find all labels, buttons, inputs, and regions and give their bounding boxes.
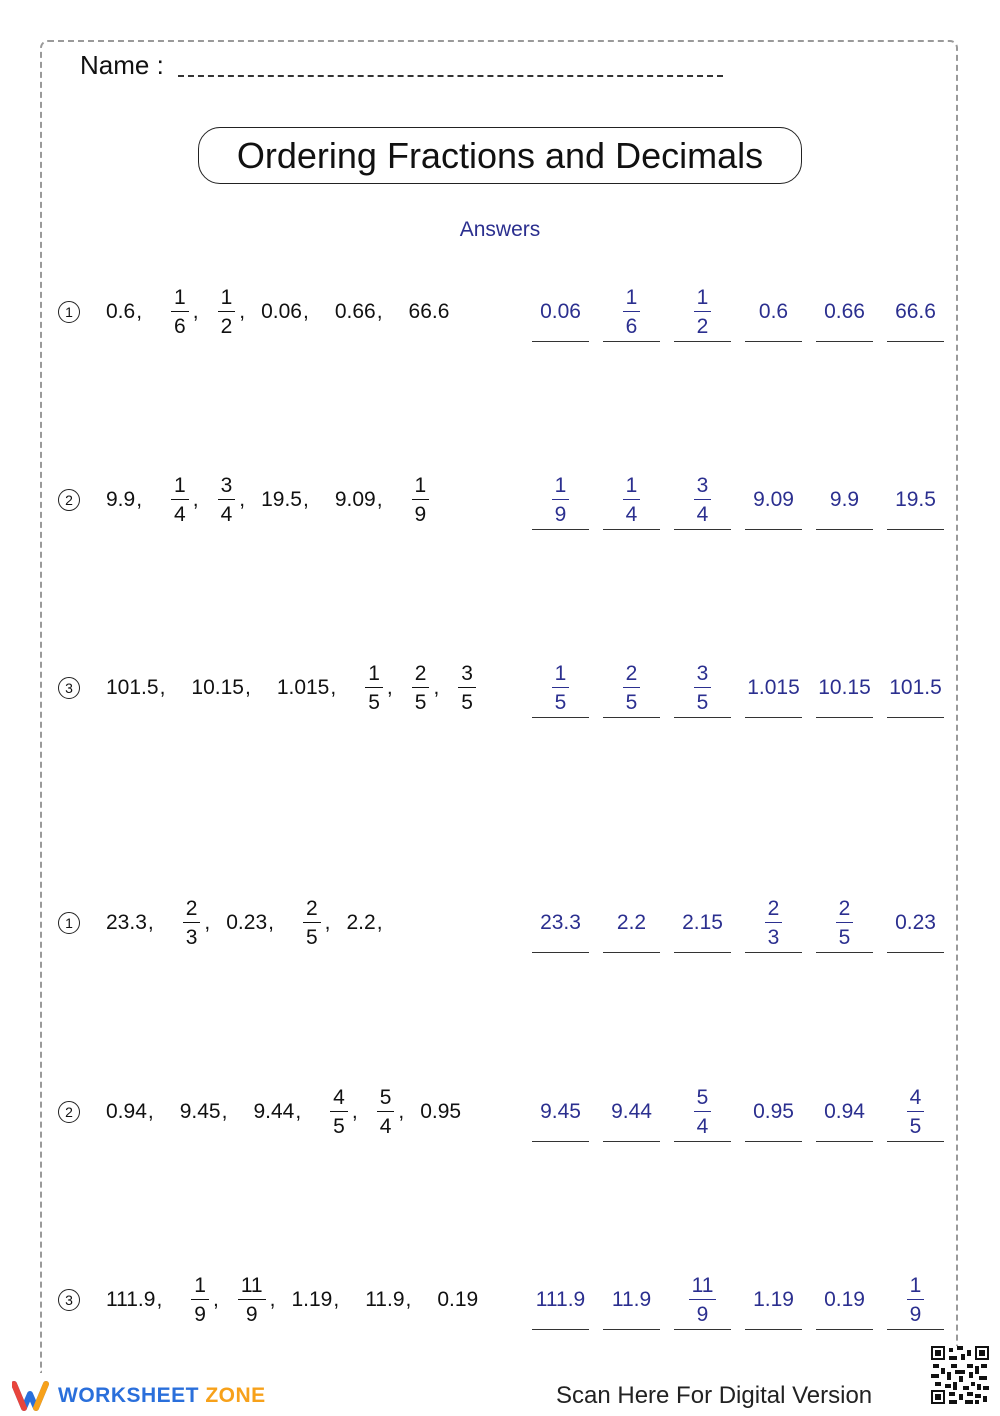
denominator: 4 [174, 503, 186, 526]
given-fraction [168, 287, 192, 337]
given-item [188, 1275, 219, 1325]
given-item [215, 287, 246, 337]
answers-heading: Answers [459, 218, 541, 241]
numerator: 2 [303, 898, 321, 923]
qr-code-icon[interactable] [931, 1346, 989, 1404]
given-decimal: 0.6 [106, 300, 136, 323]
given-decimal: 9.45 [179, 1100, 221, 1123]
denominator: 5 [414, 691, 427, 714]
given-item [235, 1275, 276, 1325]
denominator: 9 [245, 1303, 258, 1326]
answer-decimal: 0.66 [824, 299, 865, 323]
numerator: 1 [907, 1275, 925, 1300]
answer-blank[interactable] [745, 1270, 802, 1330]
numerator: 2 [836, 898, 854, 923]
comma: , [239, 488, 246, 511]
answer-blank[interactable] [532, 1082, 589, 1142]
answer-blank[interactable] [532, 470, 589, 530]
given-item [409, 300, 450, 324]
answer-decimal: 0.23 [895, 910, 936, 934]
numerator: 4 [330, 1087, 348, 1112]
comma: , [147, 911, 154, 934]
given-fraction [215, 287, 239, 337]
answer-blank[interactable] [674, 658, 731, 718]
numerator: 1 [623, 475, 641, 500]
numerator: 1 [412, 475, 430, 500]
denominator: 2 [696, 314, 709, 338]
comma: , [147, 1100, 154, 1123]
problem-number: 3 [58, 1289, 80, 1311]
given-item [420, 1100, 461, 1124]
comma: , [136, 300, 143, 323]
answer-fraction [762, 898, 786, 948]
answer-blank[interactable] [745, 282, 802, 342]
given-item [168, 287, 199, 337]
given-item [327, 1087, 358, 1137]
numerator: 3 [694, 475, 712, 500]
comma: , [192, 488, 199, 511]
given-fraction [327, 1087, 351, 1137]
answer-fraction [549, 475, 573, 525]
given-decimal: 1.015 [276, 676, 330, 699]
problem-number: 2 [58, 489, 80, 511]
denominator: 2 [220, 315, 233, 338]
given-fraction [168, 475, 192, 525]
given-item [374, 1087, 405, 1137]
given-item [106, 1100, 154, 1124]
denominator: 9 [414, 503, 427, 526]
answer-decimal: 0.95 [753, 1099, 794, 1123]
given-item [253, 1100, 301, 1124]
answer-fraction [691, 663, 715, 713]
comma: , [268, 911, 274, 934]
problem-number: 2 [58, 1101, 80, 1123]
denominator: 9 [554, 502, 567, 526]
problem-number: 1 [58, 301, 80, 323]
comma: , [376, 488, 383, 511]
given-item [106, 1288, 162, 1312]
comma: , [136, 488, 143, 511]
numerator: 1 [623, 287, 641, 312]
given-item [215, 475, 246, 525]
logo-mark-icon [12, 1380, 52, 1412]
problem-row [0, 893, 1000, 973]
numerator: 5 [694, 1087, 712, 1112]
answer-fraction [833, 898, 857, 948]
name-label: Name : [80, 50, 164, 80]
scan-caption: Scan Here For Digital Version [556, 1382, 873, 1409]
given-fraction [300, 898, 324, 948]
answer-blank[interactable] [887, 470, 944, 530]
numerator: 2 [765, 898, 783, 923]
answer-blank[interactable] [603, 1082, 660, 1142]
given-fraction [455, 663, 479, 713]
given-decimal: 9.9 [106, 488, 136, 511]
answer-decimal: 9.09 [753, 487, 794, 511]
answer-decimal: 0.94 [824, 1099, 865, 1123]
answer-blank[interactable] [603, 1270, 660, 1330]
answer-blank[interactable] [674, 470, 731, 530]
answer-decimal: 0.19 [824, 1287, 865, 1311]
comma: , [156, 1288, 163, 1311]
numerator: 1 [191, 1275, 209, 1300]
numerator: 4 [907, 1087, 925, 1112]
answer-blank[interactable] [816, 658, 873, 718]
given-decimal: 19.5 [261, 488, 302, 511]
given-item [180, 898, 211, 948]
comma: , [376, 300, 383, 323]
given-item [106, 676, 165, 700]
comma: , [324, 911, 331, 934]
answer-decimal: 2.2 [616, 910, 647, 934]
denominator: 6 [174, 315, 186, 338]
answer-blank[interactable] [532, 1270, 589, 1330]
given-item [168, 475, 199, 525]
comma: , [295, 1100, 302, 1123]
comma: , [244, 676, 251, 699]
given-item [347, 911, 383, 935]
denominator: 9 [909, 1302, 922, 1326]
problem-number: 1 [58, 912, 80, 934]
denominator: 5 [838, 925, 851, 949]
given-numbers [106, 1082, 487, 1142]
problem-number: 3 [58, 677, 80, 699]
given-item [106, 488, 142, 512]
given-numbers [106, 893, 409, 953]
numerator: 2 [412, 663, 430, 688]
worksheet-title-text: Ordering Fractions and Decimals [236, 134, 764, 176]
denominator: 5 [696, 690, 709, 714]
answer-decimal: 0.06 [540, 299, 581, 323]
comma: , [302, 488, 309, 511]
answer-blank[interactable] [887, 893, 944, 953]
numerator: 1 [171, 287, 189, 312]
given-item [191, 676, 250, 700]
given-item [365, 1288, 411, 1312]
given-fraction [374, 1087, 398, 1137]
answer-blank[interactable] [745, 893, 802, 953]
given-decimal: 0.66 [334, 300, 376, 323]
comma: , [405, 1288, 412, 1311]
denominator: 5 [333, 1115, 345, 1138]
answer-blank[interactable] [603, 282, 660, 342]
given-item [335, 488, 383, 512]
given-fraction [409, 663, 433, 713]
given-decimal: 0.94 [106, 1100, 147, 1123]
comma: , [159, 676, 166, 699]
given-item [291, 1288, 339, 1312]
answer-blank[interactable] [816, 282, 873, 342]
numerator: 2 [623, 663, 641, 688]
comma: , [351, 1100, 358, 1123]
answer-decimal: 9.44 [611, 1099, 652, 1123]
problem-row [0, 1082, 1000, 1162]
comma: , [192, 300, 199, 323]
given-decimal: 1.19 [291, 1288, 333, 1311]
answer-blank[interactable] [816, 470, 873, 530]
given-item [362, 663, 393, 713]
answer-blank[interactable] [745, 470, 802, 530]
problem-row [0, 282, 1000, 362]
denominator: 5 [368, 691, 380, 714]
answer-decimal: 19.5 [895, 487, 936, 511]
numerator: 1 [365, 663, 383, 688]
answer-fraction [686, 1275, 720, 1325]
denominator: 5 [305, 926, 318, 949]
answer-decimal: 111.9 [535, 1287, 586, 1311]
logo-text-zone: ZONE [205, 1384, 266, 1407]
answer-blank[interactable] [745, 1082, 802, 1142]
numerator: 2 [183, 898, 201, 923]
answer-decimal: 0.6 [758, 299, 789, 323]
given-item [277, 676, 336, 700]
denominator: 9 [194, 1303, 206, 1326]
denominator: 4 [379, 1115, 392, 1138]
given-item [409, 663, 440, 713]
given-numbers [106, 1270, 504, 1330]
numerator: 3 [458, 663, 476, 688]
comma: , [398, 1100, 405, 1123]
answer-blank[interactable] [674, 893, 731, 953]
given-fraction [188, 1275, 212, 1325]
comma: , [386, 676, 393, 699]
comma: , [333, 1288, 340, 1311]
given-fraction [215, 475, 239, 525]
given-item [437, 1288, 478, 1312]
answer-decimal: 23.3 [540, 910, 581, 934]
answer-fraction [904, 1087, 928, 1137]
given-decimal: 23.3 [106, 911, 147, 934]
given-decimal: 0.95 [420, 1100, 462, 1123]
answer-blank[interactable] [816, 893, 873, 953]
given-item [261, 300, 309, 324]
answer-blank[interactable] [532, 282, 589, 342]
answer-fraction [691, 1087, 715, 1137]
answer-decimal: 10.15 [818, 675, 871, 699]
denominator: 9 [696, 1302, 709, 1326]
given-numbers [106, 470, 448, 530]
numerator: 1 [552, 475, 570, 500]
logo-text [58, 1384, 266, 1408]
answer-blank[interactable] [674, 1082, 731, 1142]
denominator: 6 [625, 314, 638, 338]
denominator: 4 [220, 503, 233, 526]
answer-blank[interactable] [887, 282, 944, 342]
answer-decimal: 9.45 [540, 1099, 581, 1123]
answer-decimal: 66.6 [895, 299, 936, 323]
problem-row [0, 658, 1000, 738]
given-decimal: 111.9 [106, 1288, 156, 1311]
answer-decimal: 11.9 [611, 1287, 652, 1311]
problem-row [0, 470, 1000, 550]
denominator: 3 [185, 926, 198, 949]
comma: , [239, 300, 246, 323]
answer-blank[interactable] [603, 893, 660, 953]
numerator: 3 [694, 663, 712, 688]
numerator: 1 [171, 475, 189, 500]
answer-decimal: 2.15 [682, 910, 723, 934]
answer-blank[interactable] [532, 893, 589, 953]
denominator: 4 [625, 502, 638, 526]
answer-fraction [549, 663, 573, 713]
given-decimal: 0.06 [261, 300, 302, 323]
given-decimal: 2.2 [346, 911, 376, 934]
given-item [261, 488, 309, 512]
numerator: 3 [218, 475, 236, 500]
answer-fraction [904, 1275, 928, 1325]
comma: , [269, 1288, 276, 1311]
comma: , [212, 1288, 219, 1311]
worksheet-title [198, 127, 802, 184]
answer-fraction [691, 287, 715, 337]
answer-blank[interactable] [816, 1270, 873, 1330]
comma: , [302, 300, 309, 323]
given-fraction [409, 475, 433, 525]
answer-decimal: 1.015 [747, 675, 800, 699]
answer-decimal: 9.9 [829, 487, 860, 511]
answer-blank[interactable] [887, 1270, 944, 1330]
name-field-line[interactable] [178, 75, 723, 77]
numerator: 5 [377, 1087, 395, 1112]
given-item [409, 475, 433, 525]
given-decimal: 9.09 [334, 488, 376, 511]
numerator: 11 [238, 1275, 266, 1300]
given-numbers [106, 658, 495, 718]
answer-blank[interactable] [674, 1270, 731, 1330]
given-item [180, 1100, 228, 1124]
answer-fraction [691, 475, 715, 525]
worksheetzone-logo [12, 1378, 266, 1414]
denominator: 5 [461, 691, 473, 714]
comma: , [204, 911, 211, 934]
given-decimal: 0.19 [437, 1288, 479, 1311]
given-numbers [106, 282, 475, 342]
given-decimal: 11.9 [365, 1288, 405, 1311]
denominator: 5 [625, 690, 638, 714]
answer-blank[interactable] [745, 658, 802, 718]
numerator: 1 [552, 663, 570, 688]
denominator: 5 [554, 690, 567, 714]
answer-blank[interactable] [603, 470, 660, 530]
denominator: 4 [696, 502, 709, 526]
answer-fraction [620, 663, 644, 713]
given-decimal: 9.44 [253, 1100, 295, 1123]
answer-blank[interactable] [816, 1082, 873, 1142]
answer-fraction [620, 287, 644, 337]
given-fraction [180, 898, 204, 948]
given-fraction [235, 1275, 269, 1325]
logo-text-worksheet: WORKSHEET [58, 1384, 199, 1407]
comma: , [376, 911, 383, 934]
given-decimal: 101.5 [106, 676, 159, 699]
answer-blank[interactable] [887, 1082, 944, 1142]
denominator: 4 [696, 1114, 709, 1138]
given-decimal: 66.6 [408, 300, 450, 323]
comma: , [433, 676, 440, 699]
numerator: 1 [218, 287, 236, 312]
denominator: 3 [767, 925, 780, 949]
answer-fraction [620, 475, 644, 525]
given-decimal: 0.23 [226, 911, 268, 934]
problem-row [0, 1270, 1000, 1350]
answer-blank[interactable] [887, 658, 944, 718]
comma: , [221, 1100, 228, 1123]
given-fraction [362, 663, 386, 713]
answer-blank[interactable] [603, 658, 660, 718]
given-decimal: 10.15 [191, 676, 244, 699]
given-item [226, 911, 274, 935]
given-item [106, 911, 154, 935]
denominator: 5 [909, 1114, 922, 1138]
given-item [300, 898, 331, 948]
answer-decimal: 101.5 [889, 675, 942, 699]
given-item [455, 663, 479, 713]
numerator: 1 [694, 287, 712, 312]
answer-blank[interactable] [674, 282, 731, 342]
given-item [106, 300, 142, 324]
given-item [335, 300, 383, 324]
answer-decimal: 1.19 [753, 1287, 794, 1311]
numerator: 11 [689, 1275, 717, 1300]
comma: , [330, 676, 337, 699]
answer-blank[interactable] [532, 658, 589, 718]
